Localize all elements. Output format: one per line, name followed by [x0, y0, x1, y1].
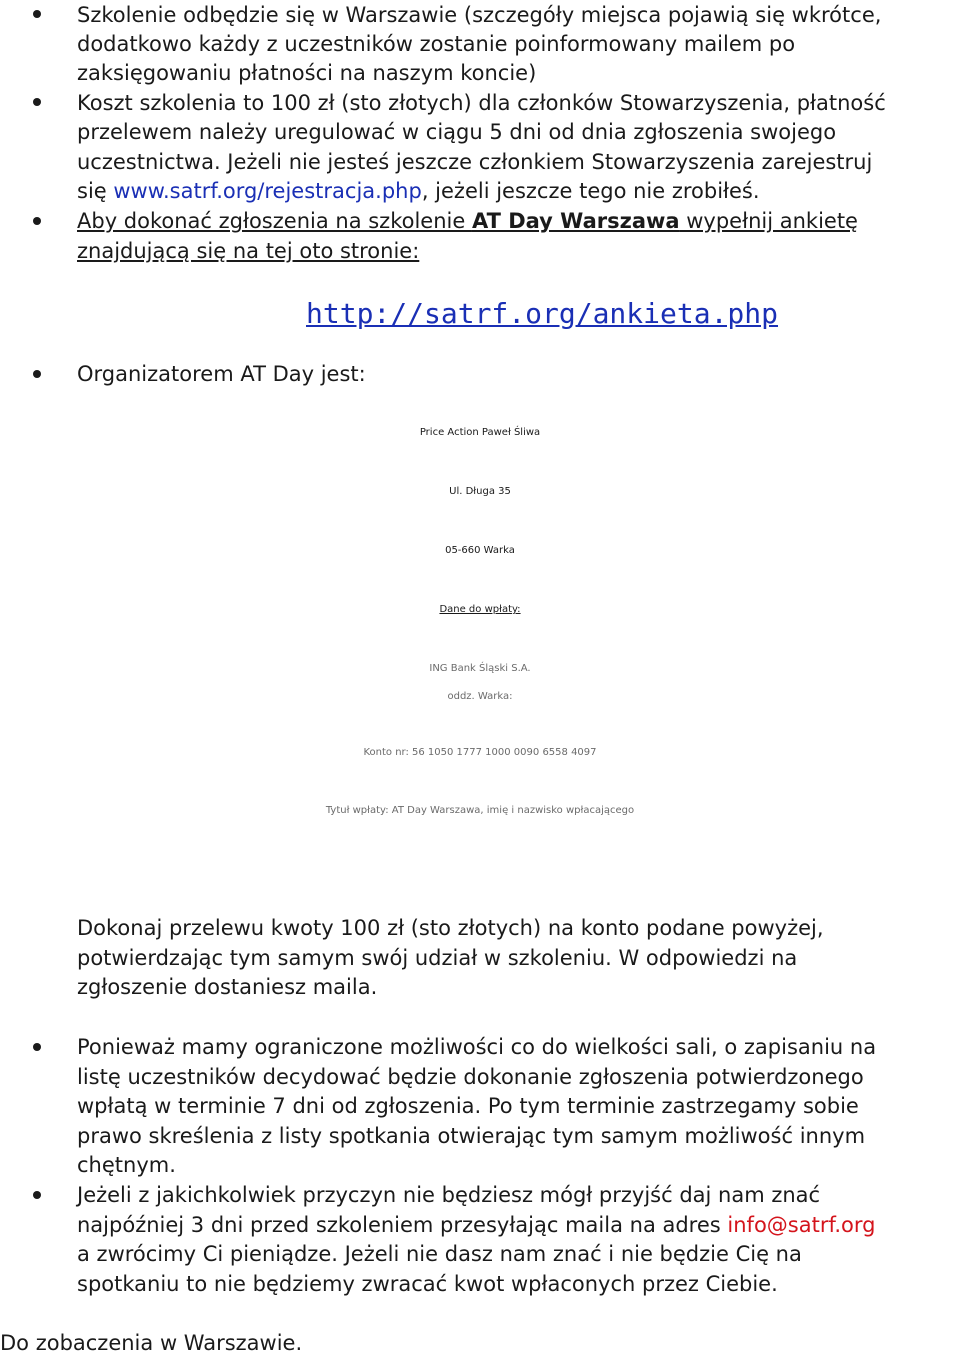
- bullet-marker: [33, 1191, 41, 1199]
- transfer-title: Tytuł wpłaty: AT Day Warszawa, imię i nazwisko wpłacającego: [325, 805, 635, 816]
- text-segment: się: [77, 179, 114, 203]
- bank-branch: oddz. Warka:: [447, 691, 513, 702]
- paragraph-line: wpłatą w terminie 7 dni od zgłoszenia. Po tym terminie zastrzegamy sobie: [77, 1094, 859, 1118]
- text-segment: Aby dokonać zgłoszenia na szkolenie: [77, 209, 472, 233]
- registration-link[interactable]: www.satrf.org/rejestracja.php: [113, 179, 422, 203]
- text-segment: najpóźniej 3 dni przed szkoleniem przesyłając maila na adres: [77, 1213, 728, 1237]
- paragraph-line: zaksięgowaniu płatności na naszym koncie): [77, 61, 537, 85]
- paragraph-line: spotkaniu to nie będziemy zwracać kwot wpłaconych przez Ciebie.: [77, 1272, 778, 1296]
- paragraph-line: znajdującą się na tej oto stronie:: [77, 239, 420, 263]
- organizer-city: 05-660 Warka: [445, 545, 515, 556]
- closing-line: Do zobaczenia w Warszawie.: [0, 1331, 303, 1355]
- payment-heading: Dane do wpłaty:: [439, 604, 521, 615]
- survey-link[interactable]: http://satrf.org/ankieta.php: [306, 297, 779, 330]
- paragraph-line: prawo skreślenia z listy spotkania otwierając tym samym możliwość innym: [77, 1124, 866, 1148]
- paragraph-line: potwierdzając tym samym swój udział w szkoleniu. W odpowiedzi na: [77, 946, 798, 970]
- paragraph-line: chętnym.: [77, 1153, 176, 1177]
- paragraph-line: Koszt szkolenia to 100 zł (sto złotych) dla członków Stowarzyszenia, płatność: [77, 91, 886, 115]
- organizer-street: Ul. Długa 35: [449, 486, 511, 497]
- account-number: Konto nr: 56 1050 1777 1000 0090 6558 4097: [363, 747, 597, 758]
- bullet-marker: [33, 1043, 41, 1051]
- paragraph-line: Ponieważ mamy ograniczone możliwości co do wielkości sali, o zapisaniu na: [77, 1035, 877, 1059]
- paragraph-line: Dokonaj przelewu kwoty 100 zł (sto złotych) na konto podane powyżej,: [77, 916, 824, 940]
- paragraph-line: dodatkowo każdy z uczestników zostanie poinformowany mailem po: [77, 32, 796, 56]
- paragraph-line: [77, 1210, 875, 1240]
- paragraph-line: zgłoszenie dostaniesz maila.: [77, 975, 378, 999]
- paragraph-line: a zwrócimy Ci pieniądze. Jeżeli nie dasz nam znać i nie będzie Cię na: [77, 1242, 802, 1266]
- text-segment: wypełnij ankietę: [679, 209, 858, 233]
- bullet-marker: [33, 10, 41, 18]
- paragraph-line: Szkolenie odbędzie się w Warszawie (szczegóły miejsca pojawią się wkrótce,: [77, 3, 882, 27]
- organizer-name: Price Action Paweł Śliwa: [419, 427, 541, 438]
- paragraph-line: [77, 176, 760, 206]
- bullet-marker: [33, 217, 41, 225]
- bank-name: ING Bank Śląski S.A.: [429, 663, 531, 674]
- paragraph-line: Jeżeli z jakichkolwiek przyczyn nie będziesz mógł przyjść daj nam znać: [77, 1183, 821, 1207]
- paragraph-line: uczestnictwa. Jeżeli nie jesteś jeszcze członkiem Stowarzyszenia zarejestruj: [77, 150, 873, 174]
- bullet-marker: [33, 370, 41, 378]
- text-segment: , jeżeli jeszcze tego nie zrobiłeś.: [421, 179, 760, 203]
- organizer-label: Organizatorem AT Day jest:: [77, 362, 366, 386]
- paragraph-line: listę uczestników decydować będzie dokonanie zgłoszenia potwierdzonego: [77, 1065, 864, 1089]
- email-link[interactable]: info@satrf.org: [727, 1213, 876, 1237]
- event-name: AT Day Warszawa: [471, 209, 680, 233]
- paragraph-line: przelewem należy uregulować w ciągu 5 dni od dnia zgłoszenia swojego: [77, 120, 837, 144]
- bullet-marker: [33, 98, 41, 106]
- paragraph-line: [77, 206, 858, 236]
